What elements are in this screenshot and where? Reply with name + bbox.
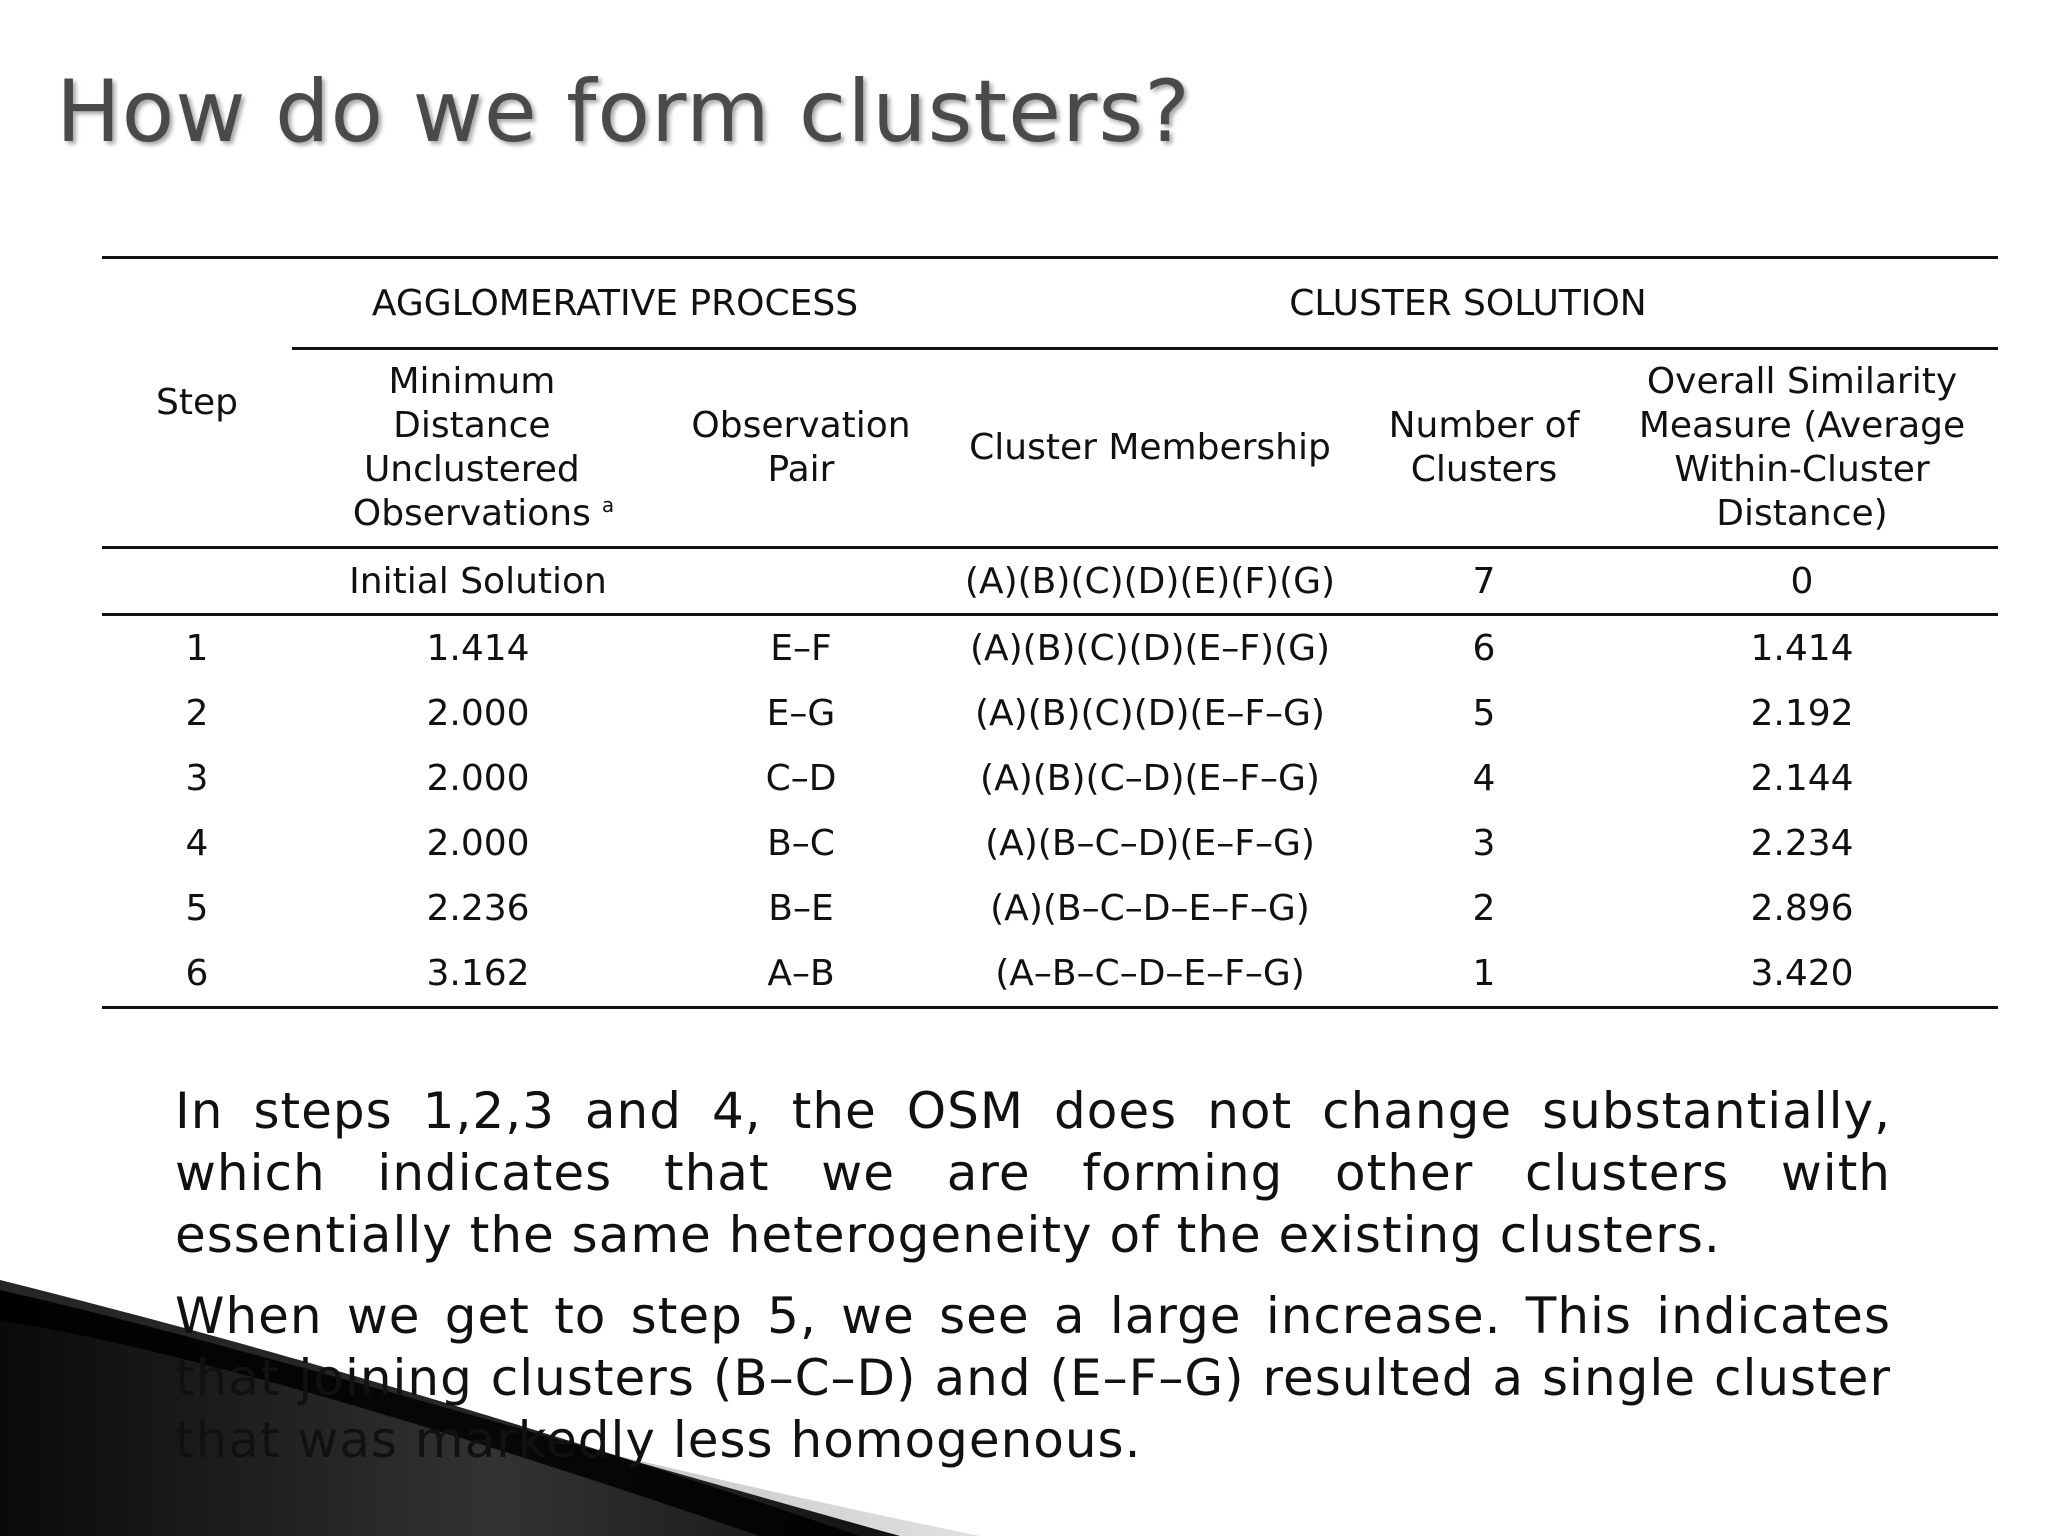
cell-min-distance: 2.236: [426, 888, 530, 929]
group-header-agglomerative: AGGLOMERATIVE PROCESS: [292, 258, 938, 349]
cell-num-clusters: 2: [1472, 888, 1496, 929]
group-header-cluster-solution: CLUSTER SOLUTION: [938, 258, 1998, 349]
cell-osm: 2.192: [1750, 693, 1854, 734]
cell-membership: (A)(B)(C)(D)(E–F–G): [975, 693, 1325, 734]
table-row: [102, 746, 1998, 811]
col-min-distance-header: [292, 349, 664, 548]
cell-membership: (A–B–C–D–E–F–G): [938, 941, 1362, 1008]
paragraph-osm-stable: In steps 1,2,3 and 4, the OSM does not change substantially, which indicates that we are forming other clusters with essentially the same heterogeneity of the existing clusters.: [175, 1082, 1891, 1264]
col-osm-label: Overall Similarity Measure (Average Within-Cluster Distance): [1638, 361, 1966, 534]
table-row: [102, 941, 1998, 1008]
col-membership-header: Cluster Membership: [938, 349, 1362, 548]
col-osm-header: [1606, 349, 1998, 548]
cell-osm: 2.896: [1750, 888, 1854, 929]
cell-pair: B–E: [768, 888, 834, 929]
cell-step: 2: [185, 693, 209, 734]
cell-osm: 1.414: [1750, 628, 1854, 669]
table-row: [102, 876, 1998, 941]
initial-membership: (A)(B)(C)(D)(E)(F)(G): [938, 548, 1362, 615]
col-num-clusters-label: Number of Clusters: [1388, 405, 1580, 490]
cell-num-clusters: 1: [1362, 941, 1606, 1008]
cell-min-distance: 2.000: [426, 693, 530, 734]
initial-osm: 0: [1606, 548, 1998, 615]
initial-num-clusters: 7: [1362, 548, 1606, 615]
table-row: [102, 681, 1998, 746]
cell-num-clusters: 4: [1472, 758, 1496, 799]
cluster-table: [102, 256, 1998, 1009]
initial-pair-cell: [664, 548, 938, 615]
footnote-marker: a: [601, 493, 615, 517]
cell-membership: (A)(B)(C)(D)(E–F)(G): [969, 628, 1331, 669]
cell-min-distance: 2.000: [426, 758, 530, 799]
cell-membership: (A)(B–C–D–E–F–G): [990, 888, 1310, 929]
cell-num-clusters: 6: [1472, 628, 1496, 669]
cell-pair: B–C: [767, 823, 835, 864]
cell-pair: E–F: [770, 628, 832, 669]
col-min-distance-label: Minimum Distance Unclustered Observations: [352, 361, 591, 534]
cell-osm: 2.234: [1750, 823, 1854, 864]
initial-step-cell: [102, 548, 292, 615]
cell-step: 3: [185, 758, 209, 799]
col-step-header: Step: [102, 258, 292, 548]
cell-pair: C–D: [765, 758, 837, 799]
cell-pair: A–B: [664, 941, 938, 1008]
cell-osm: 2.144: [1750, 758, 1854, 799]
cell-num-clusters: 3: [1472, 823, 1496, 864]
cell-step: 6: [102, 941, 292, 1008]
cell-membership: (A)(B–C–D)(E–F–G): [985, 823, 1315, 864]
table-column-header-row: [102, 349, 1998, 548]
cell-min-distance: 2.000: [426, 823, 530, 864]
cell-min-distance: 1.414: [426, 628, 530, 669]
cell-step: 4: [185, 823, 209, 864]
cell-membership: (A)(B)(C–D)(E–F–G): [980, 758, 1320, 799]
cell-num-clusters: 5: [1472, 693, 1496, 734]
table-group-header-row: [102, 258, 1998, 349]
cell-osm: 3.420: [1606, 941, 1998, 1008]
paragraph-osm-increase: When we get to step 5, we see a large increase. This indicates that joining clusters (B–C–D) and (E–F–G) resulted a single cluster that was markedly less homogenous.: [175, 1287, 1891, 1469]
cell-step: 1: [185, 628, 209, 669]
col-pair-label: Observation Pair: [691, 405, 911, 490]
cell-step: 5: [185, 888, 209, 929]
table-row: [102, 811, 1998, 876]
slide-title: How do we form clusters?: [56, 62, 1191, 162]
table-row: [102, 615, 1998, 682]
cell-min-distance: 3.162: [292, 941, 664, 1008]
cell-pair: E–G: [766, 693, 836, 734]
initial-label: Initial Solution: [292, 548, 664, 615]
col-num-clusters-header: [1362, 349, 1606, 548]
table-row-initial: [102, 548, 1998, 615]
col-pair-header: [664, 349, 938, 548]
